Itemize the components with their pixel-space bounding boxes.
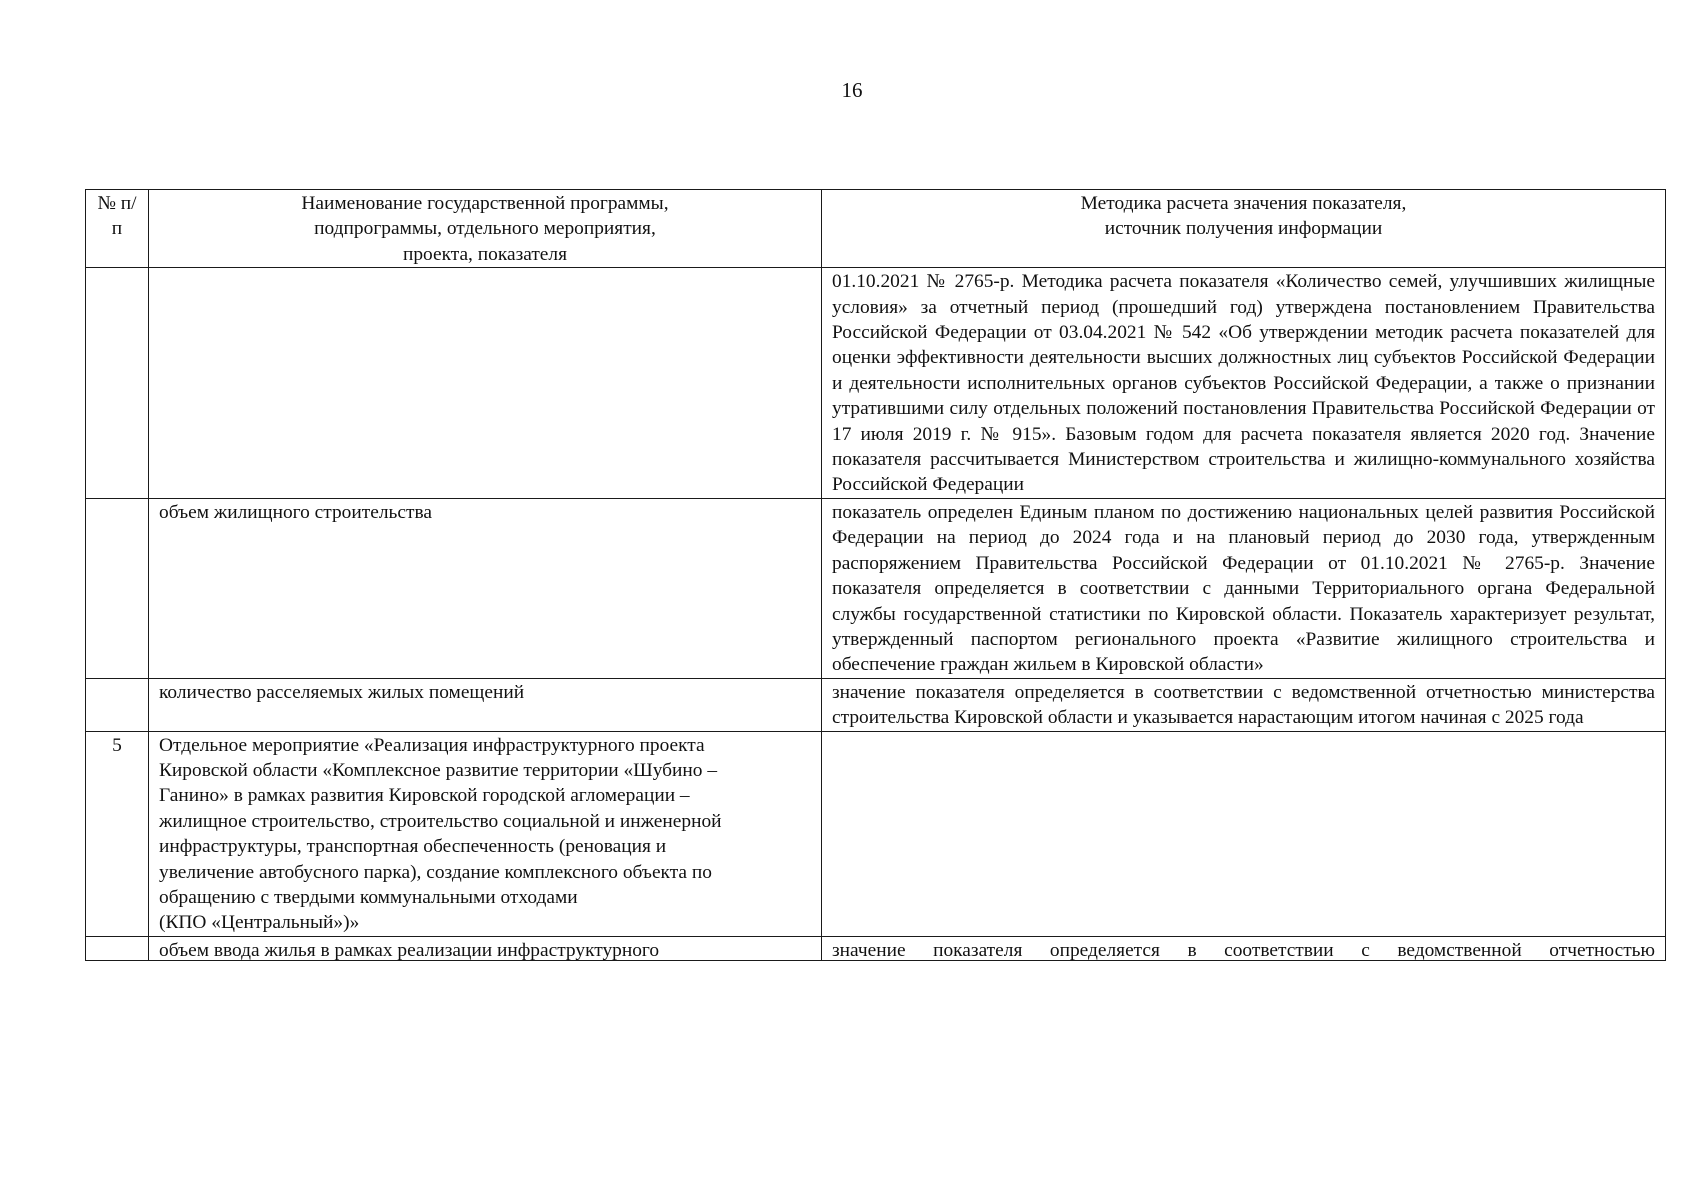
row-name-line: инфраструктуры, транспортная обеспеченность (реновация и xyxy=(159,836,667,858)
row-method xyxy=(822,731,1666,936)
row-name-line: Ганино» в рамках развития Кировской городской агломерации – xyxy=(159,785,690,807)
header-name xyxy=(149,190,822,268)
row-name-line: Кировской области «Комплексное развитие территории «Шубино – xyxy=(159,759,718,781)
header-method xyxy=(822,190,1666,268)
header-name-line: подпрограммы, отдельного мероприятия, xyxy=(314,218,656,240)
row-name-line: Отдельное мероприятие «Реализация инфраструктурного проекта xyxy=(159,734,705,756)
methodology-table xyxy=(85,189,1666,961)
row-name-line: жилищное строительство, строительство социальной и инженерной xyxy=(159,810,722,832)
row-name-text: объем ввода жилья в рамках реализации инфраструктурного xyxy=(159,939,660,960)
row-number xyxy=(86,498,149,678)
row-name-line: обращению с твердыми коммунальными отходами xyxy=(159,886,578,908)
header-method-line: источник получения информации xyxy=(1104,218,1383,240)
row-method: показатель определен Единым планом по достижению национальных целей развития Российской Федерации на период до 2024 года и на плановый период до 2030 года, утвержденным распоряжением Правительства Российской Федерации от 01.10.2021 № 2765-р. Значение показателя определяется в соответствии с данными Территориального органа Федеральной службы государственной статистики по Кировской области. Показатель характеризует результат, утвержденный паспортом регионального проекта «Развитие жилищного строительства и обеспечение граждан жильем в Кировской области» xyxy=(822,498,1666,678)
table-row xyxy=(86,731,1666,936)
row-name: количество расселяемых жилых помещений xyxy=(149,678,822,731)
row-name-line: (КПО «Центральный»)» xyxy=(159,912,360,934)
row-method xyxy=(822,936,1666,960)
row-name xyxy=(149,936,822,960)
row-name xyxy=(149,268,822,499)
row-method: значение показателя определяется в соответствии с ведомственной отчетностью министерства строительства Кировской области и указывается нарастающим итогом начиная с 2025 года xyxy=(822,678,1666,731)
row-number xyxy=(86,936,149,960)
table-row xyxy=(86,498,1666,678)
row-number xyxy=(86,678,149,731)
row-name: объем жилищного строительства xyxy=(149,498,822,678)
header-method-line: Методика расчета значения показателя, xyxy=(1080,193,1407,214)
row-name xyxy=(149,731,822,936)
row-name-line: увеличение автобусного парка), создание комплексного объекта по xyxy=(159,861,712,883)
header-number: № п/п xyxy=(86,190,149,268)
table-row xyxy=(86,268,1666,499)
row-method-text: значение показателя определяется в соответствии с ведомственной отчетностью xyxy=(832,939,1655,960)
header-name-line: Наименование государственной программы, xyxy=(301,193,669,214)
table-header-row xyxy=(86,190,1666,268)
table-row xyxy=(86,936,1666,960)
row-number: 5 xyxy=(86,731,149,936)
header-name-line: проекта, показателя xyxy=(402,243,568,265)
table-row xyxy=(86,678,1666,731)
row-number xyxy=(86,268,149,499)
page-number: 16 xyxy=(841,78,863,102)
row-method: 01.10.2021 № 2765-р. Методика расчета показателя «Количество семей, улучшивших жилищные условия» за отчетный период (прошедший год) утверждена постановлением Правительства Российской Федерации от 03.04.2021 № 542 «Об утверждении методик расчета показателей для оценки эффективности деятельности высших должностных лиц субъектов Российской Федерации и деятельности исполнительных органов субъектов Российской Федерации, а также о признании утратившими силу отдельных положений постановления Правительства Российской Федерации от 17 июля 2019 г. № 915». Базовым годом для расчета показателя является 2020 год. Значение показателя рассчитывается Министерством строительства и жилищно-коммунального хозяйства Российской Федерации xyxy=(822,268,1666,499)
